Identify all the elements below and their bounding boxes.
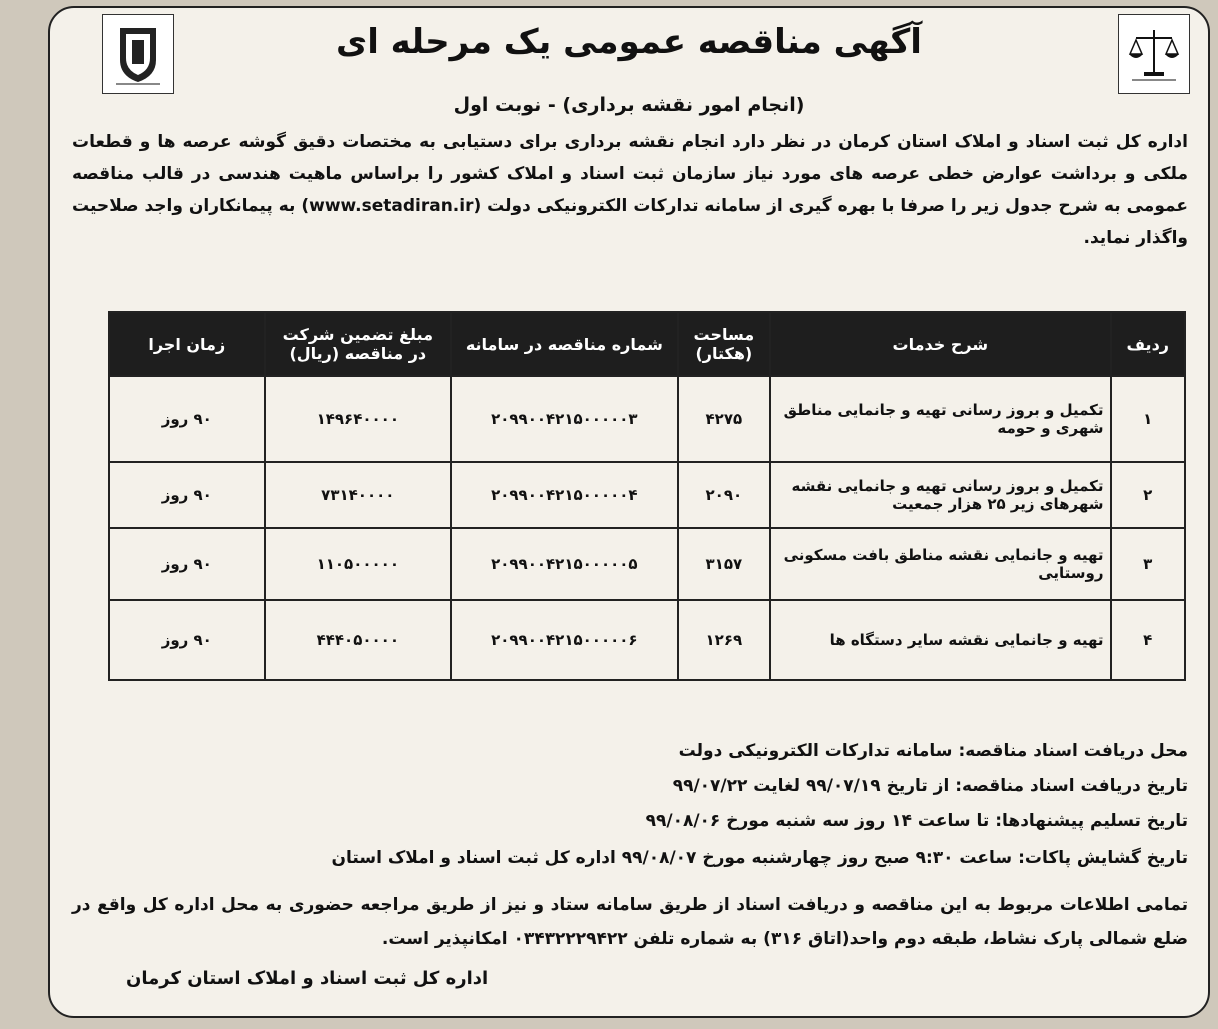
guarantee-amount: ۴۴۴۰۵۰۰۰۰ <box>265 600 452 680</box>
service-description: تکمیل و بروز رسانی تهیه و جانمایی مناطق شهری و حومه <box>770 376 1110 462</box>
intro-paragraph: اداره کل ثبت اسناد و املاک استان کرمان در نظر دارد انجام نقشه برداری برای دستیابی به مختصات دقیق گوشه عرصه ها و قطعات ملکی و برداشت عوارض خطی عرصه های مورد نیاز سازمان ثبت اسناد و املاک کشور را براساس ماهیت هندسی در قالب مناقصه عمومی به شرح جدول زیر را صرفا با بهره گیری از سامانه تدارکات الکترونیکی دولت (www.setadiran.ir) به پیمانکاران واجد صلاحیت واگذار نماید. <box>72 132 1188 248</box>
guarantee-amount: ۷۳۱۴۰۰۰۰ <box>265 462 452 528</box>
document-location-line <box>72 741 1188 761</box>
duration: ۹۰ روز <box>109 462 265 528</box>
area-hectare: ۱۲۶۹ <box>678 600 771 680</box>
issuer-signature: اداره کل ثبت اسناد و املاک استان کرمان <box>126 968 489 989</box>
tender-number: ۲۰۹۹۰۰۴۲۱۵۰۰۰۰۰۵ <box>451 528 678 600</box>
submit-date-line <box>72 811 1188 831</box>
header-duration: زمان اجرا <box>109 312 265 376</box>
area-hectare: ۲۰۹۰ <box>678 462 771 528</box>
duration: ۹۰ روز <box>109 376 265 462</box>
document-location-value: سامانه تدارکات الکترونیکی دولت <box>678 741 953 761</box>
service-description: تهیه و جانمایی نقشه مناطق بافت مسکونی روستایی <box>770 528 1110 600</box>
header-service: شرح خدمات <box>770 312 1110 376</box>
guarantee-amount: ۱۱۰۵۰۰۰۰۰ <box>265 528 452 600</box>
opening-date-label: تاریخ گشایش پاکات: <box>1018 848 1188 868</box>
contact-note: تمامی اطلاعات مربوط به این مناقصه و دریافت اسناد از طریق سامانه ستاد و نیز از طریق مراجعه حضوری به محل اداره کل واقع در ضلع شمالی پارک نشاط، طبقه دوم واحد(اتاق ۳۱۶) به شماره تلفن ۰۳۴۳۲۲۲۹۴۲۲ امکانپذیر است. <box>72 895 1188 949</box>
area-hectare: ۳۱۵۷ <box>678 528 771 600</box>
table-header-row <box>109 312 1185 376</box>
header-area: مساحت (هکتار) <box>678 312 771 376</box>
table-row <box>109 528 1185 600</box>
receive-date-label: تاریخ دریافت اسناد مناقصه: <box>955 776 1188 796</box>
area-hectare: ۴۲۷۵ <box>678 376 771 462</box>
receive-date-line <box>72 776 1188 796</box>
header-guarantee: مبلغ تضمین شرکت در مناقصه (ریال) <box>265 312 452 376</box>
table-row <box>109 600 1185 680</box>
receive-date-value: از تاریخ ۹۹/۰۷/۱۹ لغایت ۹۹/۰۷/۲۲ <box>672 776 950 796</box>
row-number: ۲ <box>1111 462 1186 528</box>
notice-title: آگهی مناقصه عمومی یک مرحله ای <box>336 22 922 62</box>
service-description: تکمیل و بروز رسانی تهیه و جانمایی نقشه شهرهای زیر ۲۵ هزار جمعیت <box>770 462 1110 528</box>
service-description: تهیه و جانمایی نقشه سایر دستگاه ها <box>770 600 1110 680</box>
opening-date-line <box>72 848 1188 868</box>
tender-number: ۲۰۹۹۰۰۴۲۱۵۰۰۰۰۰۴ <box>451 462 678 528</box>
notice-subtitle: (انجام امور نقشه برداری) - نوبت اول <box>453 94 805 116</box>
table-row <box>109 462 1185 528</box>
duration: ۹۰ روز <box>109 528 265 600</box>
row-number: ۳ <box>1111 528 1186 600</box>
table-row <box>109 376 1185 462</box>
header-tender-number: شماره مناقصه در سامانه <box>451 312 678 376</box>
submit-date-label: تاریخ تسلیم پیشنهادها: <box>995 811 1188 831</box>
duration: ۹۰ روز <box>109 600 265 680</box>
opening-date-value: ساعت ۹:۳۰ صبح روز چهارشنبه مورخ ۹۹/۰۸/۰۷ اداره کل ثبت اسناد و املاک استان <box>331 848 1013 868</box>
header-row-number: ردیف <box>1111 312 1186 376</box>
tender-number: ۲۰۹۹۰۰۴۲۱۵۰۰۰۰۰۳ <box>451 376 678 462</box>
guarantee-amount: ۱۴۹۶۴۰۰۰۰ <box>265 376 452 462</box>
row-number: ۴ <box>1111 600 1186 680</box>
tender-notice <box>48 6 1210 1018</box>
tender-table <box>108 311 1186 681</box>
submit-date-value: تا ساعت ۱۴ روز سه شنبه مورخ ۹۹/۰۸/۰۶ <box>645 811 990 831</box>
row-number: ۱ <box>1111 376 1186 462</box>
tender-number: ۲۰۹۹۰۰۴۲۱۵۰۰۰۰۰۶ <box>451 600 678 680</box>
document-location-label: محل دریافت اسناد مناقصه: <box>958 741 1188 761</box>
